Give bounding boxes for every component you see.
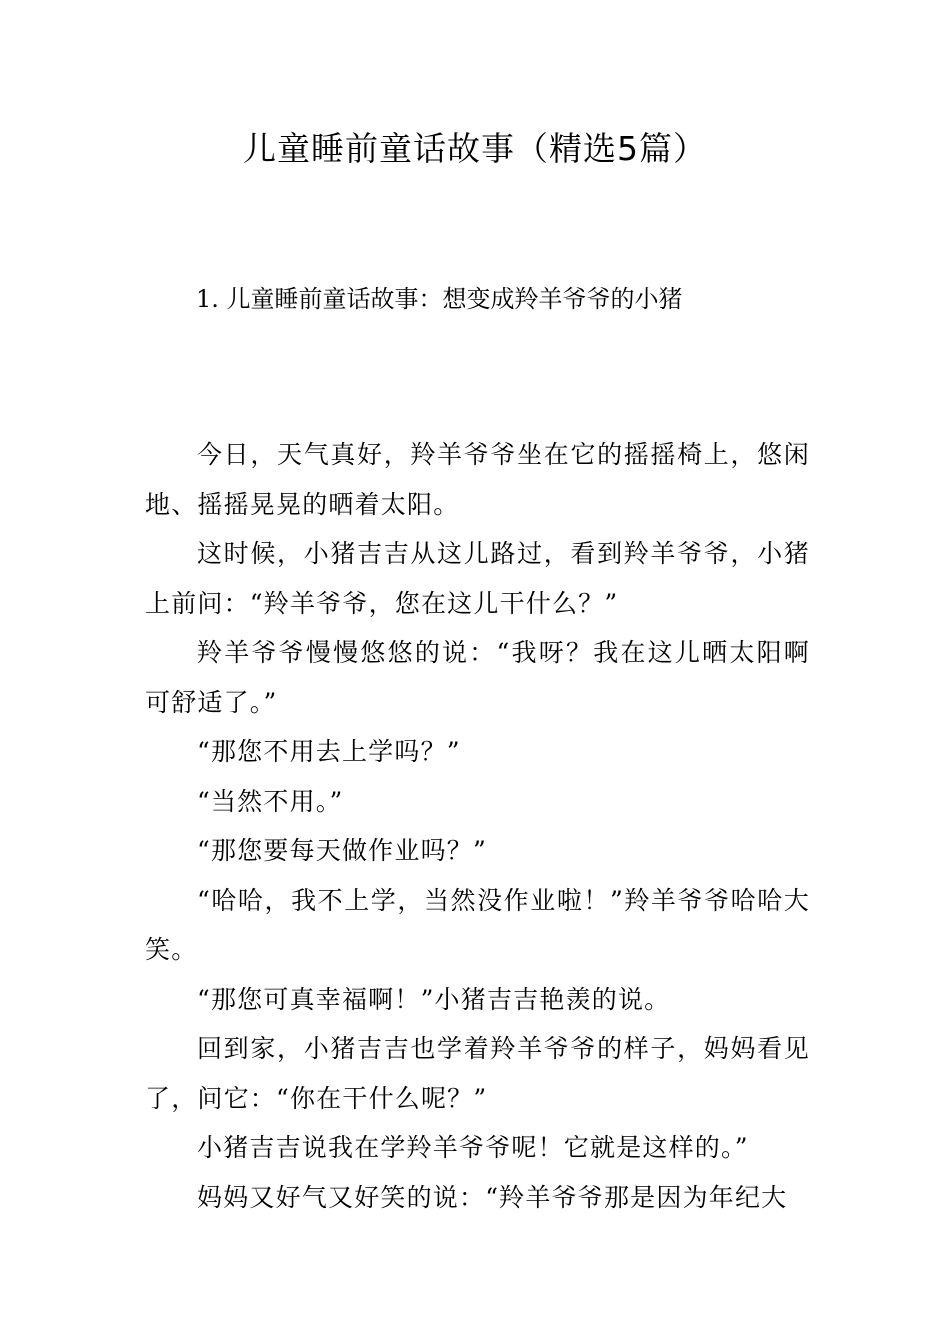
document-title: 儿童睡前童话故事（精选5篇） <box>243 129 707 168</box>
paragraph: “哈哈，我不上学，当然没作业啦！”羚羊爷爷哈哈大笑。 <box>145 885 810 964</box>
paragraph: 这时候，小猪吉吉从这儿路过，看到羚羊爷爷，小猪上前问：“羚羊爷爷，您在这儿干什么？” <box>145 539 810 618</box>
paragraph: 妈妈又好气又好笑的说：“羚羊爷爷那是因为年纪大 <box>197 1182 788 1212</box>
paragraph: 小猪吉吉说我在学羚羊爷爷呢！它就是这样的。” <box>197 1133 749 1162</box>
paragraph: 羚羊爷爷慢慢悠悠的说：“我呀？我在这儿晒太阳啊可舒适了。” <box>145 638 810 717</box>
paragraph: “那您不用去上学吗？” <box>197 737 461 766</box>
story-body <box>145 430 810 1222</box>
section-heading: 1. 儿童睡前童话故事：想变成羚羊爷爷的小猪 <box>196 285 683 313</box>
paragraph: “当然不用。” <box>197 786 344 816</box>
paragraph: “那您要每天做作业吗？” <box>197 836 487 865</box>
paragraph: 今日，天气真好，羚羊爷爷坐在它的摇摇椅上，悠闲地、摇摇晃晃的晒着太阳。 <box>145 440 810 519</box>
paragraph: “那您可真幸福啊！”小猪吉吉艳羡的说。 <box>197 984 671 1014</box>
paragraph: 回到家，小猪吉吉也学着羚羊爷爷的样子，妈妈看见了，问它：“你在干什么呢？” <box>145 1034 810 1113</box>
